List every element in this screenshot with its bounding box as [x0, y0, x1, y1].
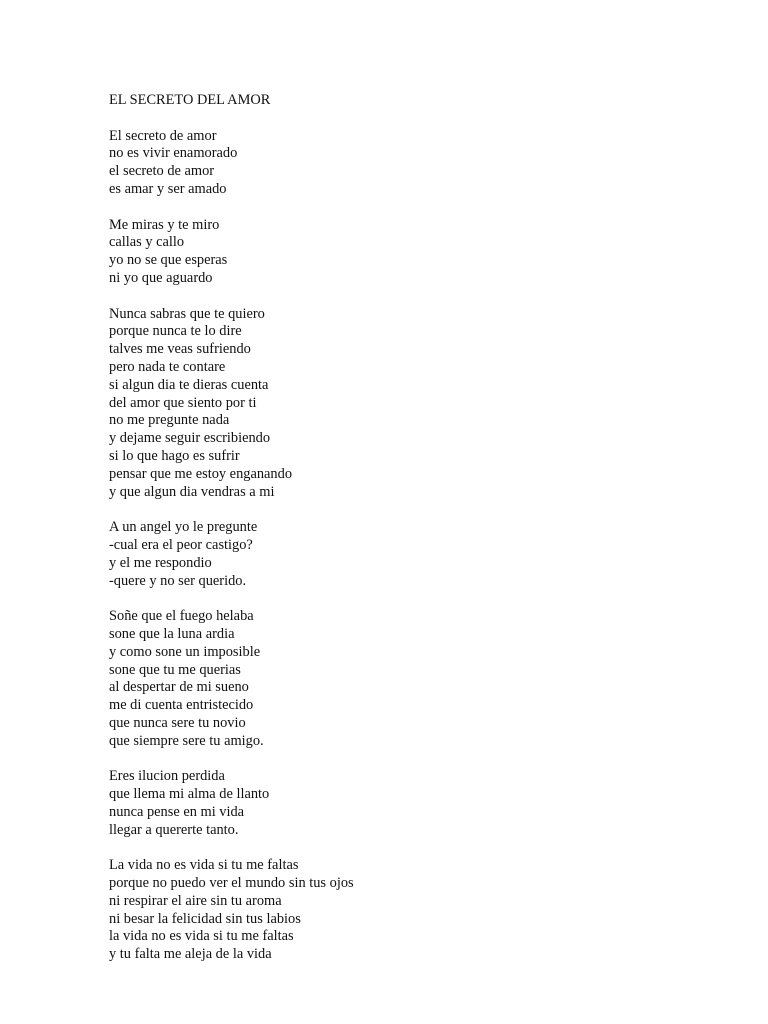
poem-stanza [109, 608, 709, 750]
poem-stanza [109, 519, 709, 590]
poem-stanza [109, 217, 709, 288]
poem-line: A un angel yo le pregunte [109, 519, 258, 536]
poem-line: no me pregunte nada [109, 412, 230, 429]
poem-line: que siempre sere tu amigo. [109, 732, 264, 749]
poem-stanza [109, 768, 709, 839]
poem-line: sone que tu me querias [109, 661, 241, 678]
poem-line: callas y callo [109, 234, 185, 251]
poem-line: -cual era el peor castigo? [109, 536, 253, 553]
poem-line: El secreto de amor [109, 127, 217, 144]
poem-line: que llema mi alma de llanto [109, 786, 270, 803]
poem-line: Eres ilucion perdida [109, 768, 225, 785]
poem-content [109, 92, 709, 982]
poem-line: sone que la luna ardia [109, 625, 235, 642]
poem-line: y tu falta me aleja de la vida [109, 946, 272, 963]
poem-line: el secreto de amor [109, 163, 215, 180]
poem-line: porque nunca te lo dire [109, 323, 242, 340]
poem-line: la vida no es vida si tu me faltas [109, 928, 294, 945]
poem-stanzas [109, 128, 709, 964]
poem-line: ni yo que aguardo [109, 269, 213, 286]
poem-line: y como sone un imposible [109, 643, 261, 660]
poem-line: Soñe que el fuego helaba [109, 608, 254, 625]
poem-stanza [109, 306, 709, 502]
poem-line: yo no se que esperas [109, 252, 228, 269]
poem-line: y el me respondio [109, 554, 212, 571]
poem-line: que nunca sere tu novio [109, 714, 246, 731]
poem-line: no es vivir enamorado [109, 145, 238, 162]
poem-line: si lo que hago es sufrir [109, 447, 240, 464]
poem-line: y dejame seguir escribiendo [109, 430, 271, 447]
poem-line: nunca pense en mi vida [109, 803, 245, 820]
poem-line: si algun dia te dieras cuenta [109, 376, 269, 393]
poem-line: -quere y no ser querido. [109, 572, 247, 589]
poem-line: La vida no es vida si tu me faltas [109, 857, 299, 874]
poem-line: Me miras y te miro [109, 216, 220, 233]
poem-line: pero nada te contare [109, 358, 226, 375]
poem-line: Nunca sabras que te quiero [109, 305, 265, 322]
poem-line: y que algun dia vendras a mi [109, 483, 275, 500]
poem-line: me di cuenta entristecido [109, 697, 254, 714]
poem-line: llegar a quererte tanto. [109, 821, 239, 838]
poem-line: ni besar la felicidad sin tus labios [109, 910, 301, 927]
poem-line: pensar que me estoy enganando [109, 465, 293, 482]
poem-stanza [109, 857, 709, 964]
poem-line: es amar y ser amado [109, 180, 227, 197]
poem-line: al despertar de mi sueno [109, 679, 249, 696]
poem-line: talves me veas sufriendo [109, 341, 251, 358]
poem-stanza [109, 128, 709, 199]
poem-line: del amor que siento por ti [109, 394, 257, 411]
poem-title: EL SECRETO DEL AMOR [109, 92, 271, 108]
poem-line: ni respirar el aire sin tu aroma [109, 892, 282, 909]
poem-line: porque no puedo ver el mundo sin tus ojos [109, 875, 354, 892]
